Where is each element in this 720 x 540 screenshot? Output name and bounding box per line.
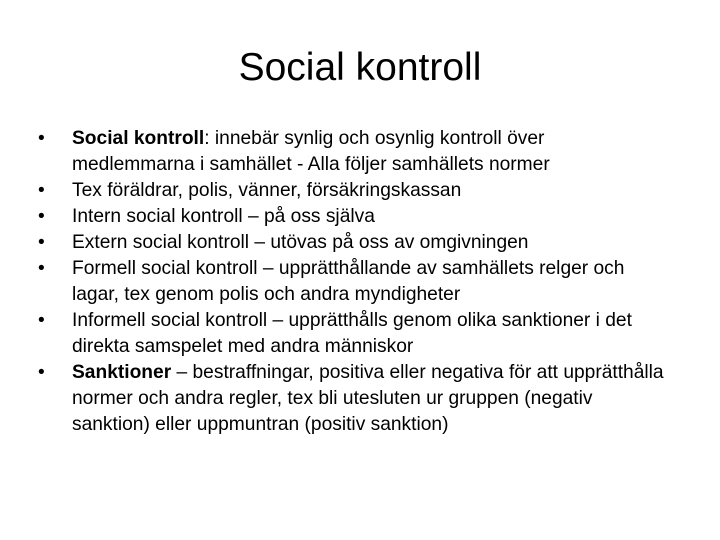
bullet-text: Tex föräldrar, polis, vänner, försäkringskassan <box>72 180 462 201</box>
list-item <box>0 308 720 360</box>
slide-title: Social kontroll <box>238 46 482 89</box>
bullet-list <box>0 126 720 438</box>
bullet-icon: • <box>38 232 45 253</box>
list-item <box>0 256 720 308</box>
bullet-icon: • <box>38 206 45 227</box>
list-item <box>0 178 720 204</box>
list-item <box>0 360 720 438</box>
bullet-text: : innebär synlig och osynlig kontroll över medlemmarna i samhället - Alla följer samhällets normer <box>72 128 550 175</box>
bullet-text: Formell social kontroll – upprätthållande av samhällets relger och lagar, tex genom polis och andra myndigheter <box>72 258 625 305</box>
bullet-lead: Social kontroll <box>72 128 205 149</box>
bullet-text: Informell social kontroll – upprätthålls genom olika sanktioner i det direkta samspelet med andra människor <box>72 310 632 357</box>
bullet-icon: • <box>38 180 45 201</box>
list-item <box>0 126 720 178</box>
list-item <box>0 230 720 256</box>
list-item <box>0 204 720 230</box>
bullet-icon: • <box>38 128 45 149</box>
bullet-icon: • <box>38 362 45 383</box>
bullet-text: Extern social kontroll – utövas på oss av omgivningen <box>72 232 529 253</box>
bullet-icon: • <box>38 258 45 279</box>
bullet-lead: Sanktioner <box>72 362 172 383</box>
bullet-icon: • <box>38 310 45 331</box>
bullet-text: Intern social kontroll – på oss själva <box>72 206 375 227</box>
bullet-text: – bestraffningar, positiva eller negativa för att upprätthålla normer och andra regler, tex bli utesluten ur gruppen (negativ sanktion) eller uppmuntran (positiv sanktion) <box>72 362 664 435</box>
